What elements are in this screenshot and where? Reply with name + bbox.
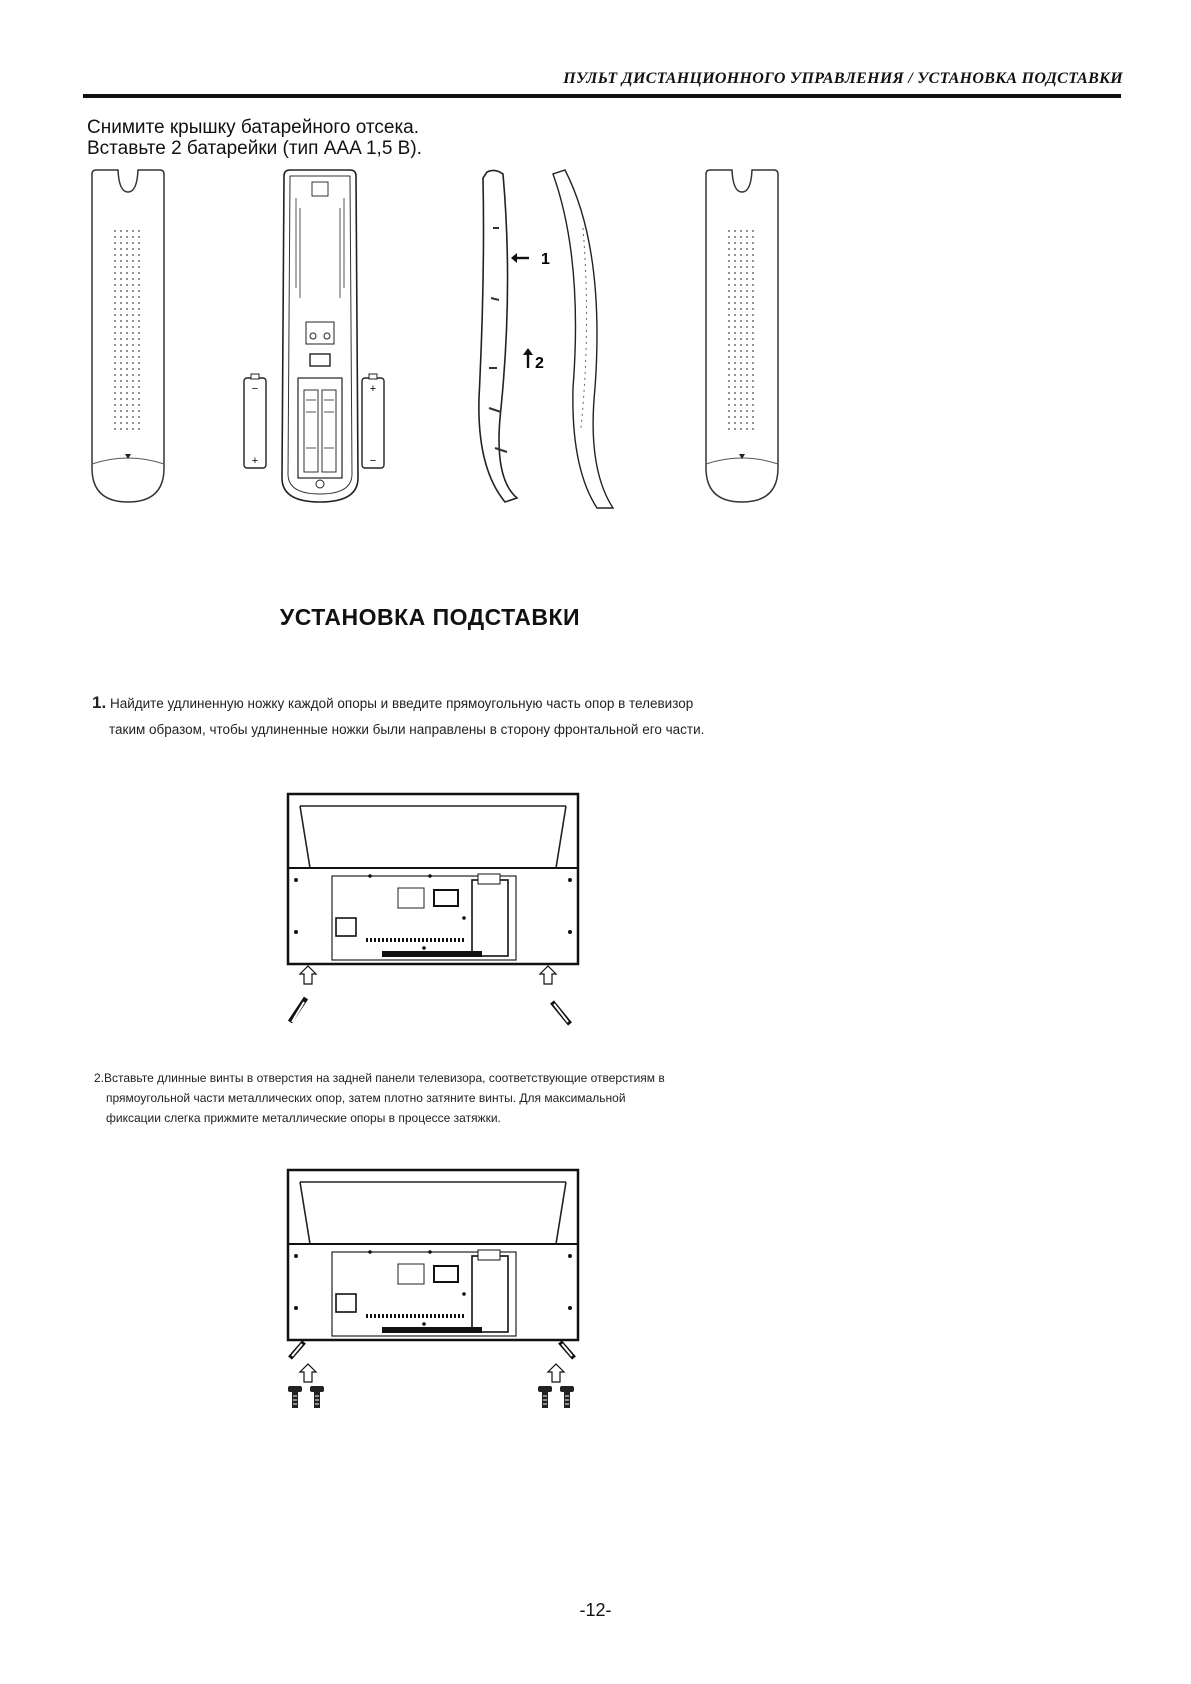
remote-cover-illustration-right bbox=[702, 168, 782, 508]
battery-right-minus: − bbox=[369, 455, 377, 467]
tv-back-illustration-step-2 bbox=[286, 1168, 586, 1428]
battery-instruction-line-1: Снимите крышку батарейного отсека. bbox=[87, 117, 420, 138]
stand-step-1 bbox=[92, 690, 704, 743]
header-rule bbox=[83, 94, 1121, 98]
arrow-step-2-label: 2 bbox=[535, 355, 544, 372]
arrow-step-1-label: 1 bbox=[541, 251, 550, 268]
step-1-number: 1. bbox=[92, 693, 107, 712]
step-2-line-2: прямоугольной части металлических опор, затем плотно затяните винты. Для максимальной bbox=[106, 1091, 626, 1105]
step-2-line-3: фиксации слегка прижмите металлические опоры в процессе затяжки. bbox=[106, 1111, 501, 1125]
page-header-title: ПУЛЬТ ДИСТАНЦИОННОГО УПРАВЛЕНИЯ / УСТАНОВКА ПОДСТАВКИ bbox=[563, 70, 1123, 87]
step-1-line-2: таким образом, чтобы удлиненные ножки были направлены в сторону фронтальной его части. bbox=[109, 722, 705, 737]
battery-left-minus: − bbox=[251, 383, 259, 395]
page-number: -12- bbox=[579, 1600, 612, 1620]
step-2-number: 2. bbox=[94, 1071, 105, 1085]
remote-cover-illustration-left bbox=[88, 168, 168, 508]
battery-left-plus: + bbox=[251, 455, 259, 467]
screw-icon bbox=[288, 1386, 574, 1408]
tv-back-illustration-step-1 bbox=[286, 792, 586, 1032]
stand-step-2 bbox=[94, 1068, 665, 1128]
step-1-line-1: Найдите удлиненную ножку каждой опоры и введите прямоугольную часть опор в телевизор bbox=[109, 696, 694, 711]
remote-open-illustration bbox=[240, 168, 400, 508]
remote-side-illustration bbox=[465, 168, 635, 513]
battery-instruction-line-2: Вставьте 2 батарейки (тип AAA 1,5 В). bbox=[87, 138, 422, 159]
battery-right-plus: + bbox=[369, 383, 377, 395]
battery-instructions bbox=[87, 117, 422, 159]
stand-section-title: УСТАНОВКА ПОДСТАВКИ bbox=[279, 604, 581, 630]
step-2-line-1: Вставьте длинные винты в отверстия на задней панели телевизора, соответствующие отверстиям в bbox=[104, 1071, 665, 1085]
